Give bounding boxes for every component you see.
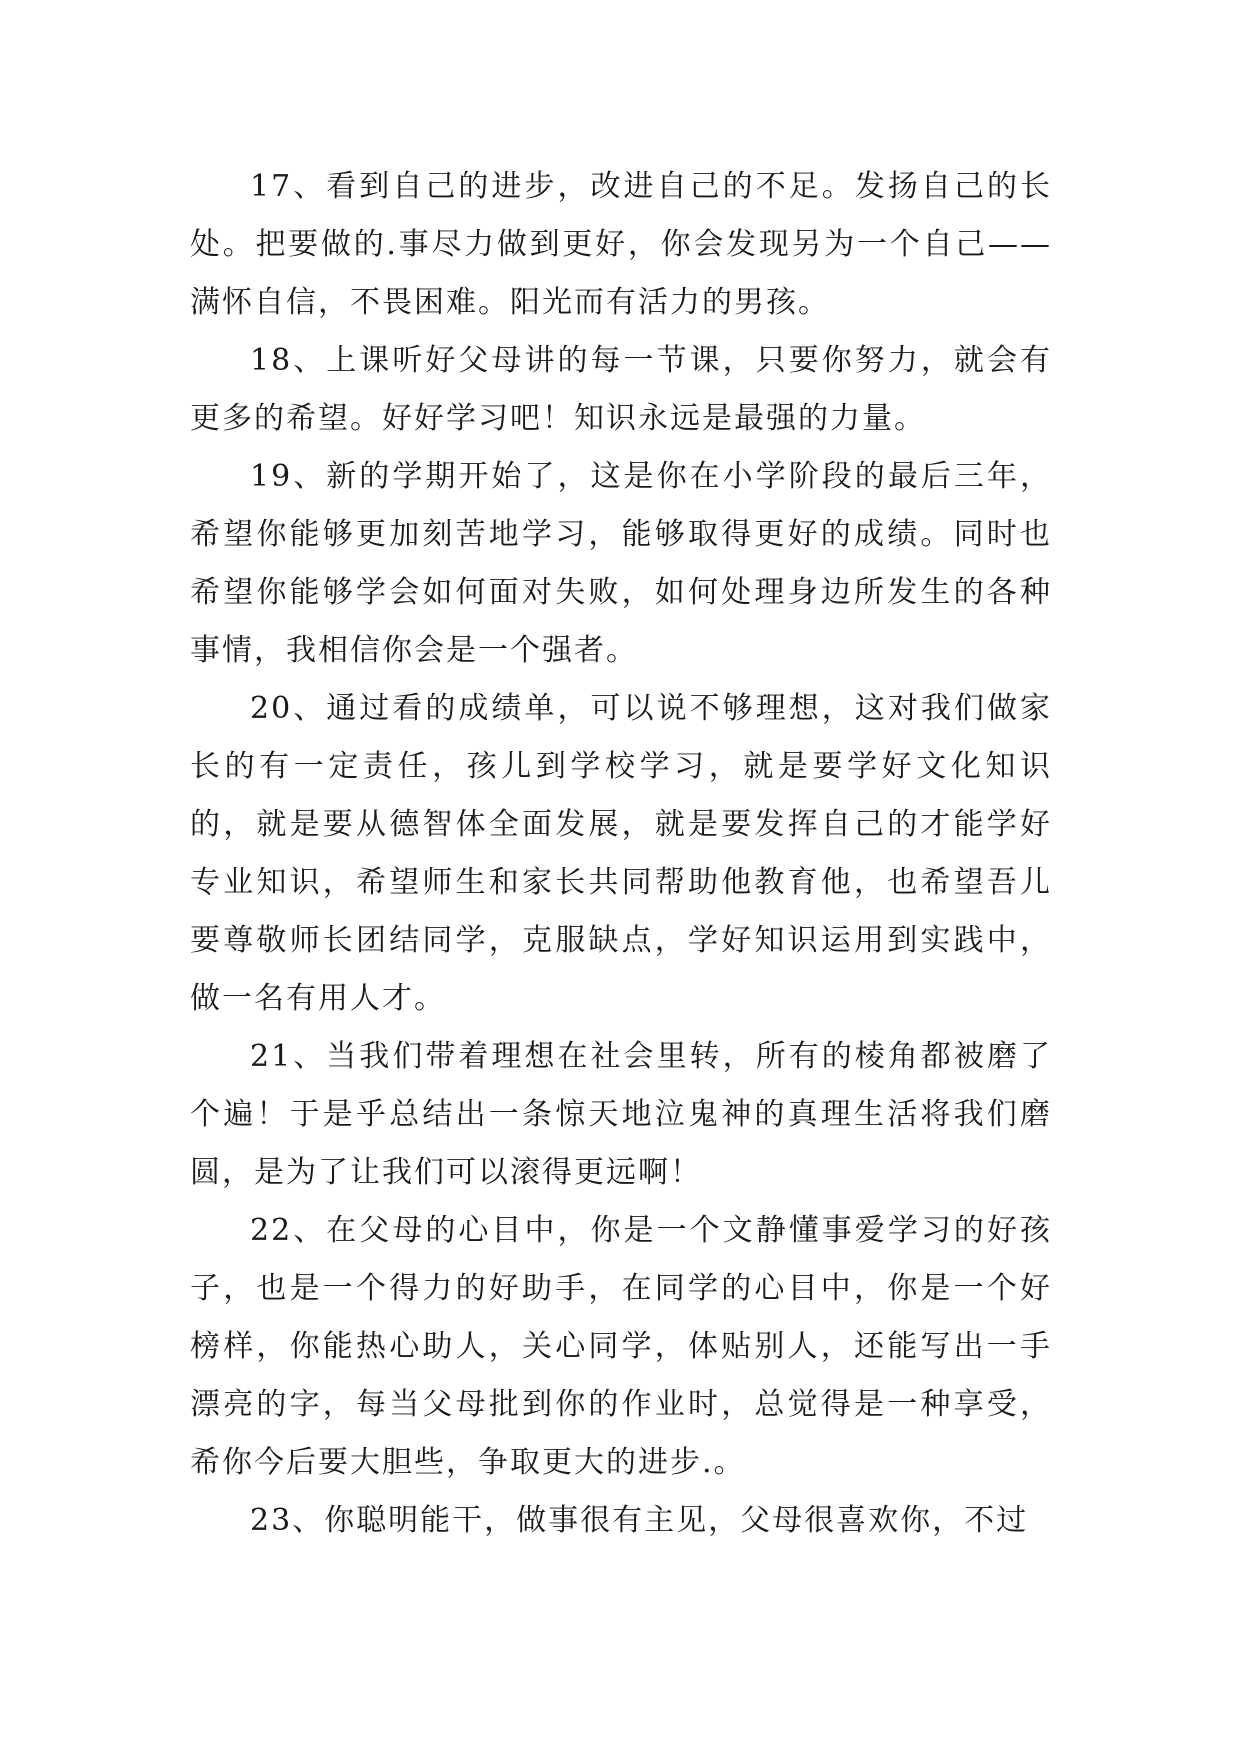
paragraph-23: 23、你聪明能干，做事很有主见，父母很喜欢你，不过 (250, 1503, 1029, 1538)
paragraph-22: 22、在父母的心目中，你是一个文静懂事爱学习的好孩子，也是一个得力的好助手，在同学的心目中，你是一个好榜样，你能热心助人，关心同学，体贴别人，还能写出一手漂亮的字，每当父母批到你的作业时，总觉得是一种享受，希你今后要大胆些，争取更大的进步.。 (190, 1213, 1052, 1480)
paragraph-19: 19、新的学期开始了，这是你在小学阶段的最后三年，希望你能够更加刻苦地学习，能够取得更好的成绩。同时也希望你能够学会如何面对失败，如何处理身边所发生的各种事情，我相信你会是一个强者。 (190, 459, 1052, 668)
paragraph-21: 21、当我们带着理想在社会里转，所有的棱角都被磨了个遍！于是乎总结出一条惊天地泣鬼神的真理生活将我们磨圆，是为了让我们可以滚得更远啊！ (190, 1039, 1052, 1190)
document-body (190, 158, 1052, 1550)
paragraph-18: 18、上课听好父母讲的每一节课，只要你努力，就会有更多的希望。好好学习吧！知识永远是最强的力量。 (190, 343, 1052, 436)
paragraph-17: 17、看到自己的进步，改进自己的不足。发扬自己的长处。把要做的.事尽力做到更好，你会发现另为一个自己——满怀自信，不畏困难。阳光而有活力的男孩。 (190, 169, 1052, 320)
paragraph-20: 20、通过看的成绩单，可以说不够理想，这对我们做家长的有一定责任，孩儿到学校学习，就是要学好文化知识的，就是要从德智体全面发展，就是要发挥自己的才能学好专业知识，希望师生和家长共同帮助他教育他，也希望吾儿要尊敬师长团结同学，克服缺点，学好知识运用到实践中，做一名有用人才。 (190, 691, 1052, 1016)
